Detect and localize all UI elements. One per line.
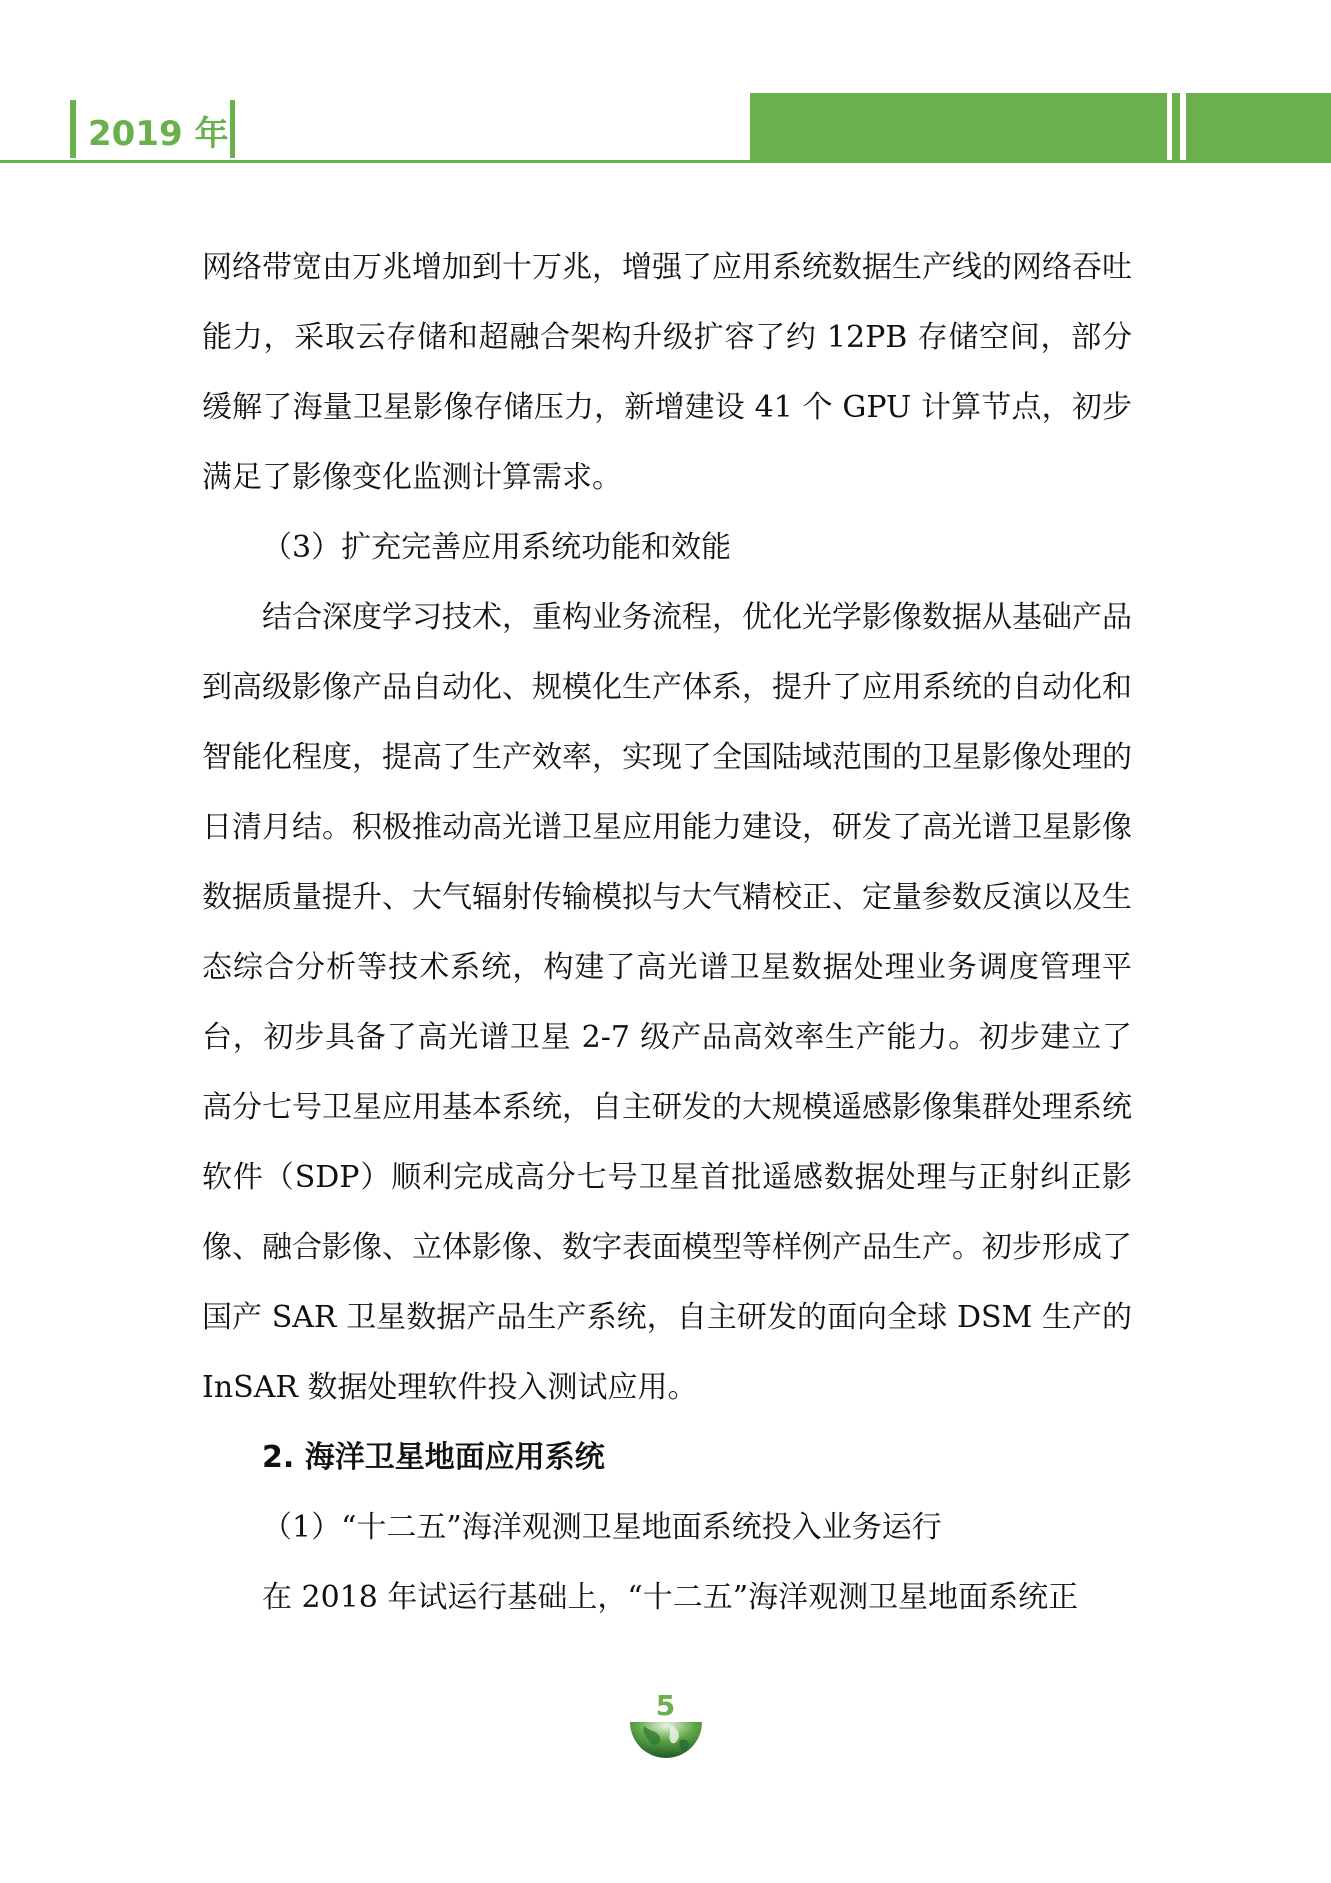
header-green-block-right [1186,93,1331,160]
header-green-strip [1172,93,1180,160]
subheading-ocean-ground-system: （1）“十二五”海洋观测卫星地面系统投入业务运行 [262,1510,942,1545]
paragraph-deep-learning: 结合深度学习技术，重构业务流程，优化光学影像数据从基础产品到高级影像产品自动化、规模化生产体系，提升了应用系统的自动化和智能化程度，提高了生产效率，实现了全国陆域范围的卫星影像处理的日清月结。积极推动高光谱卫星应用能力建设，研发了高光谱卫星影像数据质量提升、大气辐射传输模拟与大气精校正、定量参数反演以及生态综合分析等技术系统，构建了高光谱卫星数据处理业务调度管理平台，初步具备了高光谱卫星 2-7 级产品高效率生产能力。初步建立了高分七号卫星应用基本系统，自主研发的大规模遥感影像集群处理系统软件（SDP）顺利完成高分七号卫星首批遥感数据处理与正射纠正影像、融合影像、立体影像、数字表面模型等样例产品生产。初步形成了国产 SAR 卫星数据产品生产系统，自主研发的面向全球 DSM 生产的 InSAR 数据处理软件投入测试应用。 [202,600,1132,1405]
header-green-block [750,93,1167,160]
section-heading-ocean-satellite: 2. 海洋卫星地面应用系统 [262,1440,605,1475]
paragraph-ocean-trial: 在 2018 年试运行基础上，“十二五”海洋观测卫星地面系统正 [262,1580,1079,1615]
paragraph-network: 网络带宽由万兆增加到十万兆，增强了应用系统数据生产线的网络吞吐能力，采取云存储和超融合架构升级扩容了约 12PB 存储空间，部分缓解了海量卫星影像存储压力，新增建设 41 个 GPU 计算节点，初步满足了影像变化监测计算需求。 [202,250,1132,495]
header-rule [0,160,1331,163]
header-year: 2019 年 [88,114,229,154]
page-number: 5 [655,1689,676,1722]
earth-globe-icon [630,1722,702,1762]
page-body [202,233,1132,1633]
header-year-divider [230,100,235,158]
header-left-bar [70,100,76,158]
subheading-expand-functions: （3）扩充完善应用系统功能和效能 [262,530,732,565]
